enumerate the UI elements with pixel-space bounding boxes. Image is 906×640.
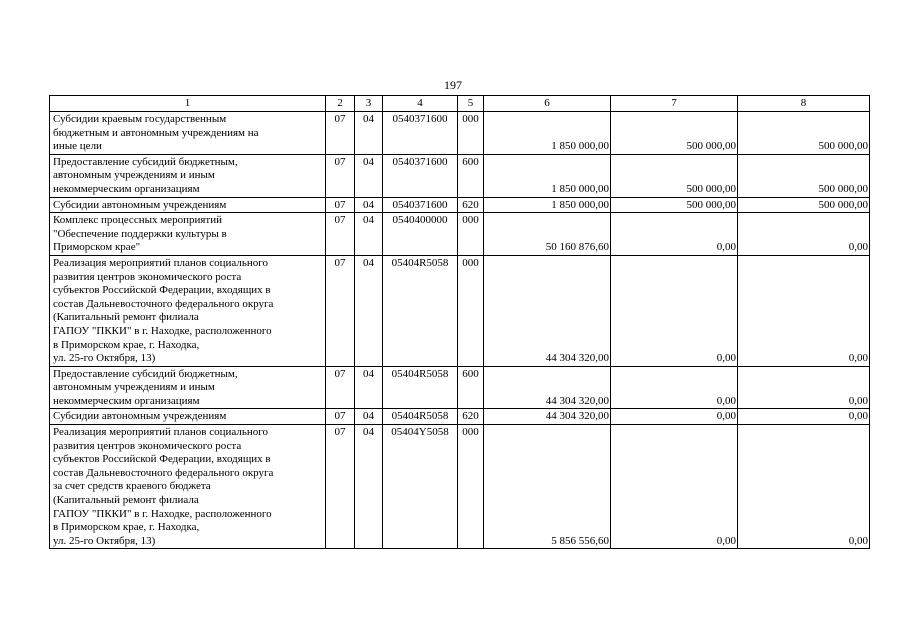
table-row	[50, 409, 870, 425]
section-code-cell: 07	[326, 197, 355, 213]
target-article-cell: 05404R5058	[383, 366, 458, 409]
table-header	[50, 96, 870, 112]
amount-col8-cell: 0,00	[738, 213, 870, 256]
subsection-code-cell: 04	[355, 255, 383, 366]
amount-col6-cell: 50 160 876,60	[484, 213, 611, 256]
amount-col6-cell: 1 850 000,00	[484, 112, 611, 155]
section-code-cell: 07	[326, 112, 355, 155]
table-row	[50, 112, 870, 155]
expense-type-cell: 000	[458, 255, 484, 366]
expense-type-cell: 600	[458, 154, 484, 197]
amount-col8-cell: 500 000,00	[738, 112, 870, 155]
row-name-cell: Субсидии краевым государственным бюджетным и автономным учреждениям на иные цели	[50, 112, 326, 155]
amount-col6-cell: 5 856 556,60	[484, 425, 611, 549]
subsection-code-cell: 04	[355, 366, 383, 409]
subsection-code-cell: 04	[355, 409, 383, 425]
row-name-cell: Субсидии автономным учреждениям	[50, 197, 326, 213]
expense-type-cell: 000	[458, 112, 484, 155]
column-header-8: 8	[738, 96, 870, 112]
amount-col8-cell: 0,00	[738, 409, 870, 425]
amount-col7-cell: 0,00	[611, 366, 738, 409]
row-name-cell: Реализация мероприятий планов социального развития центров экономического роста субъектов Российской Федерации, входящих в состав Дальневосточного федерального округа (Капитальный ремонт филиала ГАПОУ "ПККИ" в г. Находке, расположенного в Приморском крае, г. Находка, ул. 25-го Октября, 13)	[50, 255, 326, 366]
row-name-cell: Предоставление субсидий бюджетным, автономным учреждениям и иным некоммерческим организациям	[50, 154, 326, 197]
section-code-cell: 07	[326, 425, 355, 549]
row-name-cell: Комплекс процессных мероприятий "Обеспечение поддержки культуры в Приморском крае"	[50, 213, 326, 256]
expense-type-cell: 620	[458, 197, 484, 213]
amount-col8-cell: 500 000,00	[738, 154, 870, 197]
target-article-cell: 05404R5058	[383, 255, 458, 366]
column-header-2: 2	[326, 96, 355, 112]
amount-col7-cell: 500 000,00	[611, 154, 738, 197]
table-row	[50, 366, 870, 409]
section-code-cell: 07	[326, 154, 355, 197]
expense-type-cell: 000	[458, 425, 484, 549]
amount-col8-cell: 0,00	[738, 255, 870, 366]
row-name-cell: Реализация мероприятий планов социального развития центров экономического роста субъектов Российской Федерации, входящих в состав Дальневосточного федерального округа за счет средств краевого бюджета (Капитальный ремонт филиала ГАПОУ "ПККИ" в г. Находке, расположенного в Приморском крае, г. Находка, ул. 25-го Октября, 13)	[50, 425, 326, 549]
target-article-cell: 0540371600	[383, 197, 458, 213]
target-article-cell: 0540400000	[383, 213, 458, 256]
amount-col7-cell: 500 000,00	[611, 112, 738, 155]
table-body	[50, 112, 870, 549]
target-article-cell: 0540371600	[383, 154, 458, 197]
amount-col8-cell: 0,00	[738, 366, 870, 409]
target-article-cell: 05404Y5058	[383, 425, 458, 549]
column-header-7: 7	[611, 96, 738, 112]
expense-type-cell: 600	[458, 366, 484, 409]
column-header-1: 1	[50, 96, 326, 112]
amount-col6-cell: 1 850 000,00	[484, 197, 611, 213]
amount-col8-cell: 0,00	[738, 425, 870, 549]
column-header-6: 6	[484, 96, 611, 112]
subsection-code-cell: 04	[355, 112, 383, 155]
budget-table	[49, 95, 870, 549]
header-row	[50, 96, 870, 112]
row-name-cell: Субсидии автономным учреждениям	[50, 409, 326, 425]
amount-col8-cell: 500 000,00	[738, 197, 870, 213]
subsection-code-cell: 04	[355, 425, 383, 549]
amount-col6-cell: 44 304 320,00	[484, 409, 611, 425]
table-row	[50, 255, 870, 366]
table-row	[50, 213, 870, 256]
table-row	[50, 425, 870, 549]
amount-col6-cell: 44 304 320,00	[484, 366, 611, 409]
row-name-cell: Предоставление субсидий бюджетным, автономным учреждениям и иным некоммерческим организациям	[50, 366, 326, 409]
amount-col7-cell: 0,00	[611, 213, 738, 256]
table-row	[50, 197, 870, 213]
column-header-4: 4	[383, 96, 458, 112]
section-code-cell: 07	[326, 213, 355, 256]
section-code-cell: 07	[326, 255, 355, 366]
amount-col7-cell: 0,00	[611, 425, 738, 549]
expense-type-cell: 000	[458, 213, 484, 256]
section-code-cell: 07	[326, 409, 355, 425]
page-number: 197	[444, 78, 462, 92]
amount-col6-cell: 1 850 000,00	[484, 154, 611, 197]
target-article-cell: 05404R5058	[383, 409, 458, 425]
subsection-code-cell: 04	[355, 154, 383, 197]
table-row	[50, 154, 870, 197]
column-header-3: 3	[355, 96, 383, 112]
subsection-code-cell: 04	[355, 197, 383, 213]
subsection-code-cell: 04	[355, 213, 383, 256]
amount-col7-cell: 500 000,00	[611, 197, 738, 213]
amount-col7-cell: 0,00	[611, 409, 738, 425]
target-article-cell: 0540371600	[383, 112, 458, 155]
amount-col7-cell: 0,00	[611, 255, 738, 366]
column-header-5: 5	[458, 96, 484, 112]
amount-col6-cell: 44 304 320,00	[484, 255, 611, 366]
section-code-cell: 07	[326, 366, 355, 409]
expense-type-cell: 620	[458, 409, 484, 425]
